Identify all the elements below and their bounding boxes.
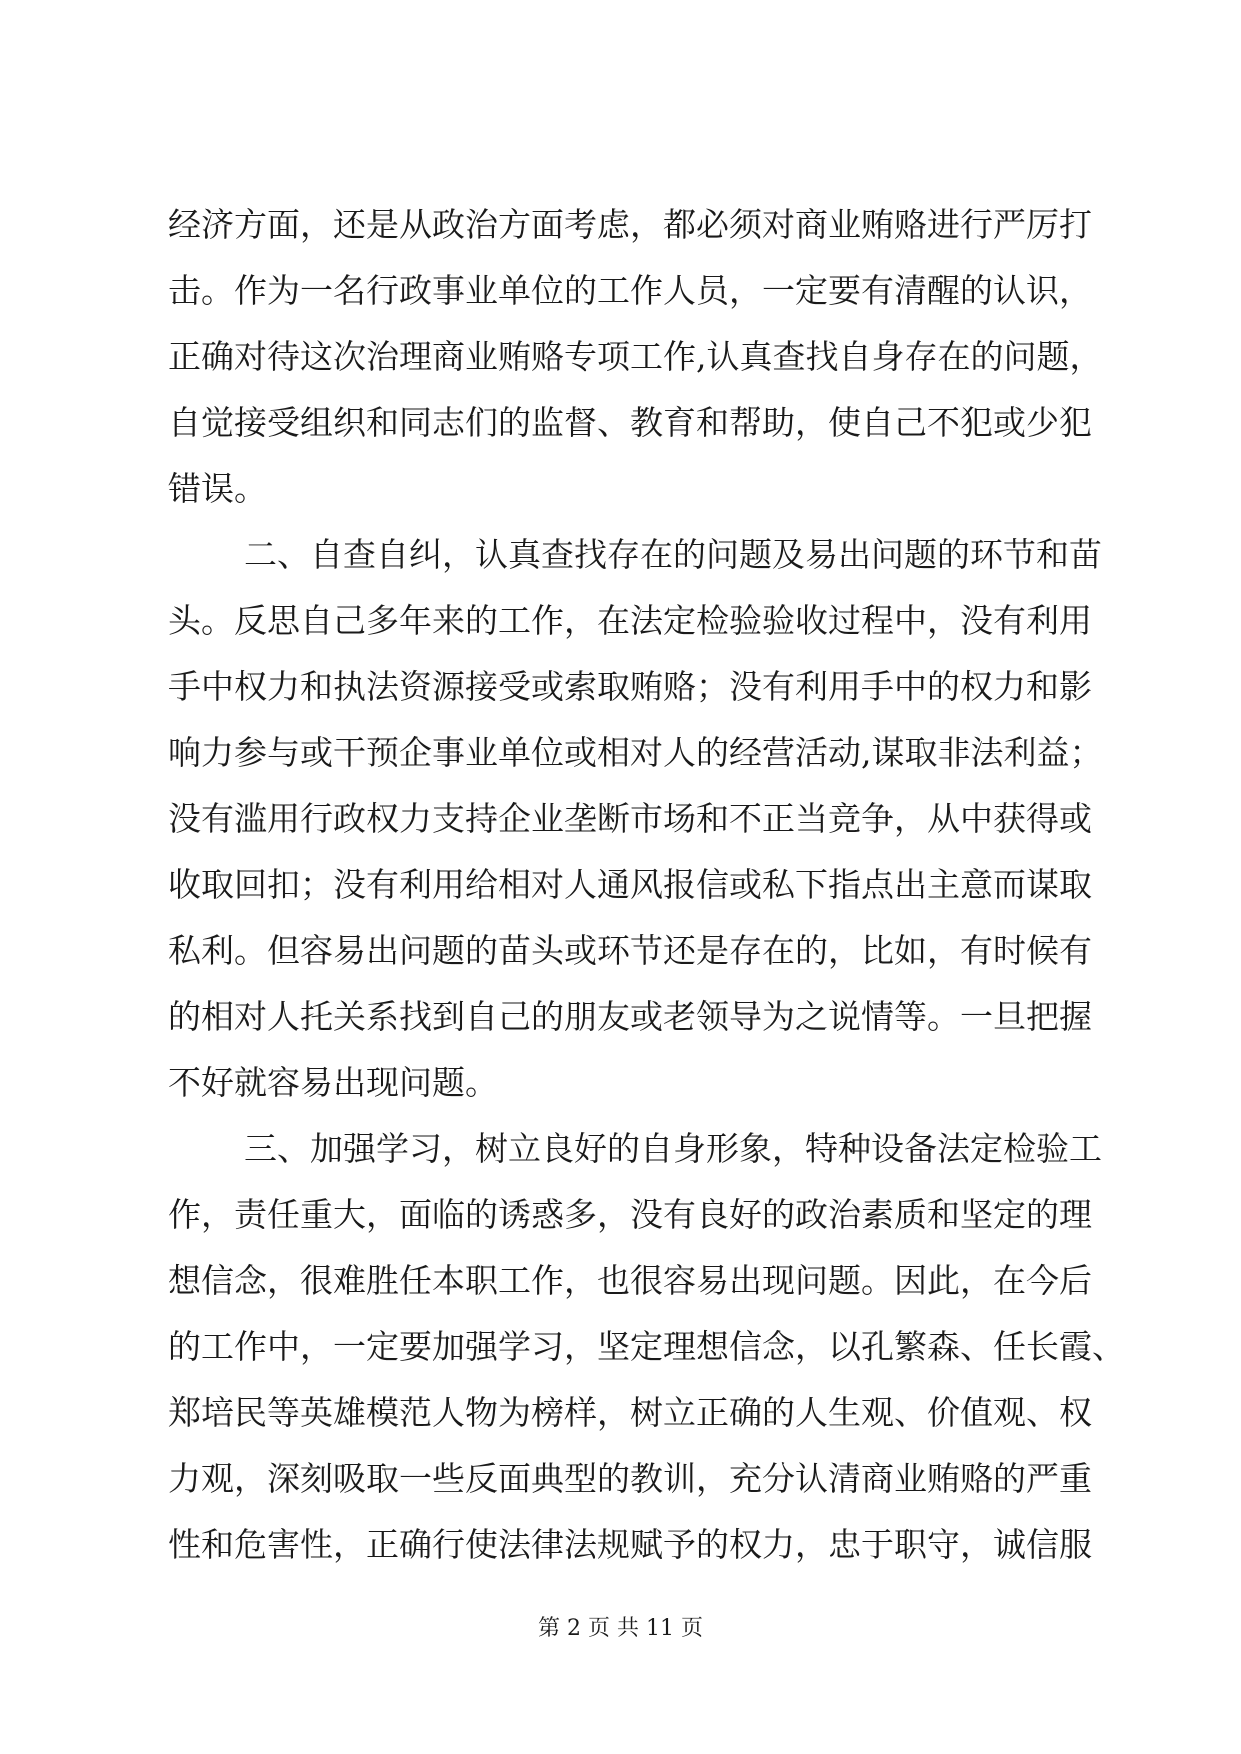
text-line: 手中权力和执法资源接受或索取贿赂；没有利用手中的权力和影 bbox=[168, 667, 1092, 706]
page-number-footer: 第 2 页 共 11 页 bbox=[538, 1616, 703, 1641]
text-line: 不好就容易出现问题。 bbox=[168, 1063, 498, 1102]
text-line: 私利。但容易出问题的苗头或环节还是存在的，比如，有时候有 bbox=[168, 931, 1092, 970]
text-line: 收取回扣；没有利用给相对人通风报信或私下指点出主意而谋取 bbox=[168, 865, 1092, 904]
paragraph-start-line: 三、加强学习，树立良好的自身形象，特种设备法定检验工 bbox=[244, 1129, 1102, 1168]
text-line: 头。反思自己多年来的工作，在法定检验验收过程中，没有利用 bbox=[168, 601, 1092, 640]
paragraph-start-line: 二、自查自纠，认真查找存在的问题及易出问题的环节和苗 bbox=[244, 535, 1102, 574]
text-line: 性和危害性，正确行使法律法规赋予的权力，忠于职守，诚信服 bbox=[168, 1525, 1092, 1564]
text-line: 经济方面，还是从政治方面考虑，都必须对商业贿赂进行严厉打 bbox=[168, 205, 1092, 244]
text-line: 想信念，很难胜任本职工作，也很容易出现问题。因此，在今后 bbox=[168, 1261, 1092, 1300]
text-line: 没有滥用行政权力支持企业垄断市场和不正当竞争，从中获得或 bbox=[168, 799, 1092, 838]
text-line: 响力参与或干预企事业单位或相对人的经营活动,谋取非法利益； bbox=[168, 733, 1103, 772]
text-line: 作，责任重大，面临的诱惑多，没有良好的政治素质和坚定的理 bbox=[168, 1195, 1092, 1234]
text-line: 击。作为一名行政事业单位的工作人员，一定要有清醒的认识， bbox=[168, 271, 1092, 310]
text-line: 正确对待这次治理商业贿赂专项工作,认真查找自身存在的问题， bbox=[168, 337, 1103, 376]
text-line: 自觉接受组织和同志们的监督、教育和帮助，使自己不犯或少犯 bbox=[168, 403, 1092, 442]
text-line: 力观，深刻吸取一些反面典型的教训，充分认清商业贿赂的严重 bbox=[168, 1459, 1092, 1498]
text-line: 的相对人托关系找到自己的朋友或老领导为之说情等。一旦把握 bbox=[168, 997, 1092, 1036]
text-line: 错误。 bbox=[168, 469, 267, 508]
text-line: 的工作中，一定要加强学习，坚定理想信念，以孔繁森、任长霞、 bbox=[168, 1327, 1125, 1366]
text-line: 郑培民等英雄模范人物为榜样，树立正确的人生观、价值观、权 bbox=[168, 1393, 1092, 1432]
